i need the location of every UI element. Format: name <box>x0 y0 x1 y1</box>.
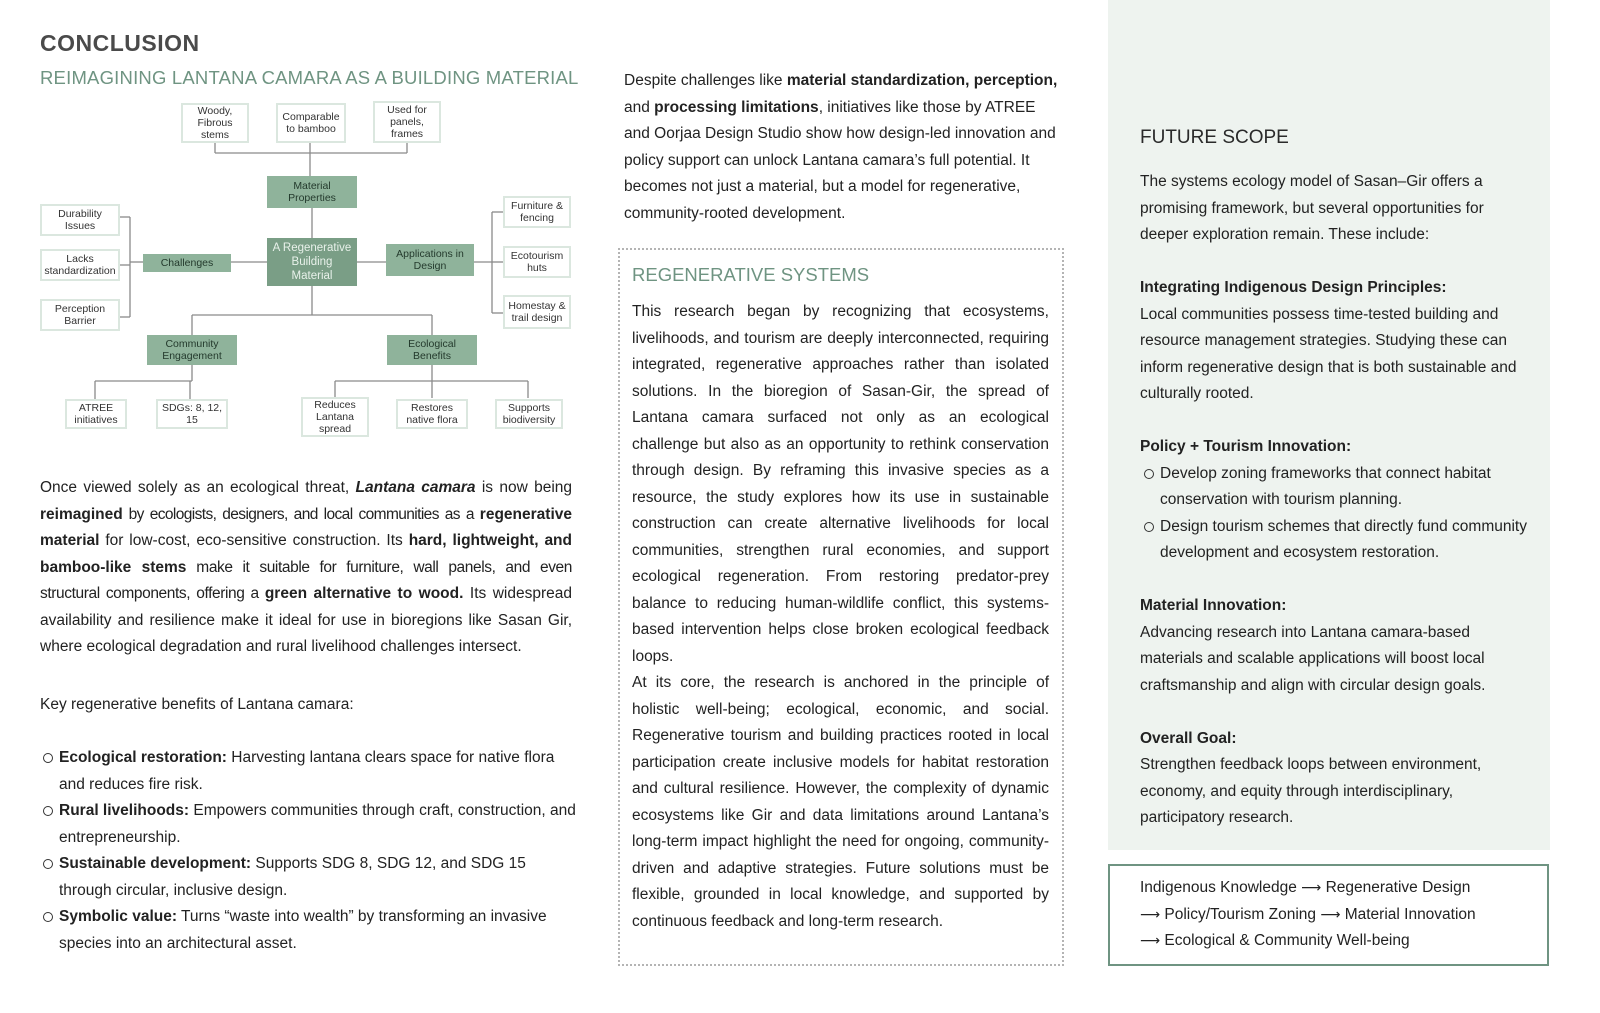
key-benefits-heading: Key regenerative benefits of Lantana camara: <box>40 696 354 713</box>
intro-emphasis: reimagined <box>40 505 123 523</box>
node-lacks-standardization: Lacks standardization <box>40 249 120 281</box>
node-challenges: Challenges <box>143 254 231 272</box>
list-item: Symbolic value: Turns “waste into wealth” by transforming an invasive species into an architectural asset. <box>40 904 580 957</box>
arrow-right-icon: ⟶ <box>1140 933 1161 949</box>
node-atree-initiatives: ATREE initiatives <box>65 399 127 429</box>
node-ecological-benefits: Ecological Benefits <box>387 335 477 365</box>
intro-paragraph <box>40 475 572 661</box>
arrow-right-icon: ⟶ <box>1140 906 1161 923</box>
list-item: Ecological restoration: Harvesting lantana clears space for native flora and reduces fire risk. <box>40 745 580 798</box>
node-community-engagement: Community Engagement <box>147 335 237 365</box>
node-homestay-trail-design: Homestay & trail design <box>503 295 571 329</box>
node-woody-fibrous-stems: Woody, Fibrous stems <box>181 103 249 143</box>
node-applications-in-design: Applications in Design <box>386 244 474 276</box>
section-text: Local communities possess time-tested building and resource management strategies. Studying these can inform regenerative design that is both sustainable and culturally rooted. <box>1140 305 1517 402</box>
node-furniture-fencing: Furniture & fencing <box>503 196 571 228</box>
intro-text: make it suitable for furniture, wall panels, and even structural components, offering a <box>40 558 572 602</box>
list-item: Design tourism schemes that directly fund community development and ecosystem restoration. <box>1140 514 1535 567</box>
intro-emphasis: hard, lightweight, and bamboo-like stems <box>40 532 572 576</box>
list-item: Rural livelihoods: Empowers communities through craft, construction, and entrepreneurship. <box>40 798 580 851</box>
node-sdgs: SDGs: 8, 12, 15 <box>156 399 228 429</box>
node-supports-biodiversity: Supports biodiversity <box>495 399 563 429</box>
node-center-regenerative-material: A Regenerative Building Material <box>267 238 357 286</box>
future-scope-title: FUTURE SCOPE <box>1140 127 1289 148</box>
intro-text: Once viewed solely as an ecological threat, <box>40 479 356 496</box>
regenerative-paragraph-1: This research began by recognizing that ecosystems, livelihoods, and tourism are deeply interconnected, requiring integrated, regenerative approaches rather than isolated solutions. In the bioregion of Sasan-Gir, the spread of Lantana camara surfaced not only as an ecological challenge but also as an opportunity to rethink conservation through design. By reframing this invasive species as a resource, the study explores how its use in sustainable construction can create alternative livelihoods for local communities, strengthen rural economies, and support ecological regeneration. From restoring predator-prey balance to reducing human-wildlife conflict, this systems-based intervention helps close broken ecological feedback loops. <box>632 303 1049 665</box>
future-intro: The systems ecology model of Sasan–Gir offers a promising framework, but several opportunities for deeper exploration remain. These include: <box>1140 173 1484 243</box>
node-perception-barrier: Perception Barrier <box>40 299 120 331</box>
section-text: Advancing research into Lantana camara-based materials and scalable applications will boost local craftsmanship and align with circular design goals. <box>1140 623 1486 694</box>
page-title: CONCLUSION <box>40 30 200 56</box>
section-heading: Overall Goal: <box>1140 729 1237 747</box>
intro-emphasis: regenerative material <box>40 505 572 549</box>
intro-text: Its widespread availability and resilience make it ideal for use in bioregions like Sasan Gir, where ecological degradation and rural livelihood challenges intersect. <box>40 585 573 655</box>
intro-species-name: Lantana camara <box>355 479 476 496</box>
mind-map-diagram <box>30 95 600 455</box>
intro-text: for low-cost, eco-sensitive construction. Its <box>99 532 409 549</box>
arrow-right-icon: ⟶ <box>1301 880 1322 896</box>
flow-step: Ecological & Community Well-being <box>1164 932 1410 949</box>
node-ecotourism-huts: Ecotourism huts <box>503 246 571 278</box>
node-restores-native-flora: Restores native flora <box>396 399 468 429</box>
section-heading: Material Innovation: <box>1140 597 1287 614</box>
list-item: Sustainable development: Supports SDG 8, SDG 12, and SDG 15 through circular, inclusive design. <box>40 851 580 904</box>
section-text: Strengthen feedback loops between environment, economy, and equity through interdisciplinary, participatory research. <box>1140 756 1482 826</box>
benefits-list <box>40 745 580 957</box>
node-material-properties: Material Properties <box>267 176 357 208</box>
section-heading: Integrating Indigenous Design Principles: <box>1140 279 1447 296</box>
intro-text: is now being <box>475 479 572 496</box>
arrow-right-icon: ⟶ <box>1320 906 1341 923</box>
node-durability-issues: Durability Issues <box>40 204 120 236</box>
regenerative-paragraph-2: At its core, the research is anchored in the principle of holistic well-being; ecological, economic, and social. Regenerative tourism and building practices rooted in local participation create inclusive models for habitat restoration and cultural resilience. However, the complexity of dynamic ecosystems like Gir and data limitations around Lantana’s long-term impact highlight the need for ongoing, community-driven and adaptive strategies. Future solutions must be flexible, grounded in local knowledge, and supported by continuous feedback and long-term research. <box>632 674 1049 930</box>
node-used-for-panels: Used for panels, frames <box>373 101 441 143</box>
section-heading: Policy + Tourism Innovation: <box>1140 438 1352 455</box>
flow-step: Regenerative Design <box>1325 879 1471 896</box>
middle-top-paragraph: Despite challenges like material standardization, perception, and processing limitations, initiatives like those by ATREE and Oorjaa Design Studio show how design-led innovation and policy support can unlock Lantana camara’s full potential. It becomes not just a material, but a model for regenerative, community-rooted development. <box>624 72 1058 222</box>
flow-step: Material Innovation <box>1344 905 1476 923</box>
future-scope-content <box>1140 169 1535 832</box>
flow-summary-text <box>1140 875 1476 955</box>
regenerative-systems-title: REGENERATIVE SYSTEMS <box>632 264 870 285</box>
flow-step: Policy/Tourism Zoning <box>1164 905 1316 923</box>
intro-emphasis: green alternative to wood. <box>264 585 464 602</box>
flow-step: Indigenous Knowledge <box>1140 879 1297 896</box>
intro-text: by ecologists, designers, and local communities as a <box>122 505 480 523</box>
list-item: Develop zoning frameworks that connect habitat conservation with tourism planning. <box>1140 461 1535 514</box>
page-subtitle: REIMAGINING LANTANA CAMARA AS A BUILDING MATERIAL <box>40 67 579 88</box>
node-comparable-to-bamboo: Comparable to bamboo <box>276 103 346 143</box>
policy-list <box>1140 461 1535 567</box>
node-reduces-lantana-spread: Reduces Lantana spread <box>301 397 369 437</box>
